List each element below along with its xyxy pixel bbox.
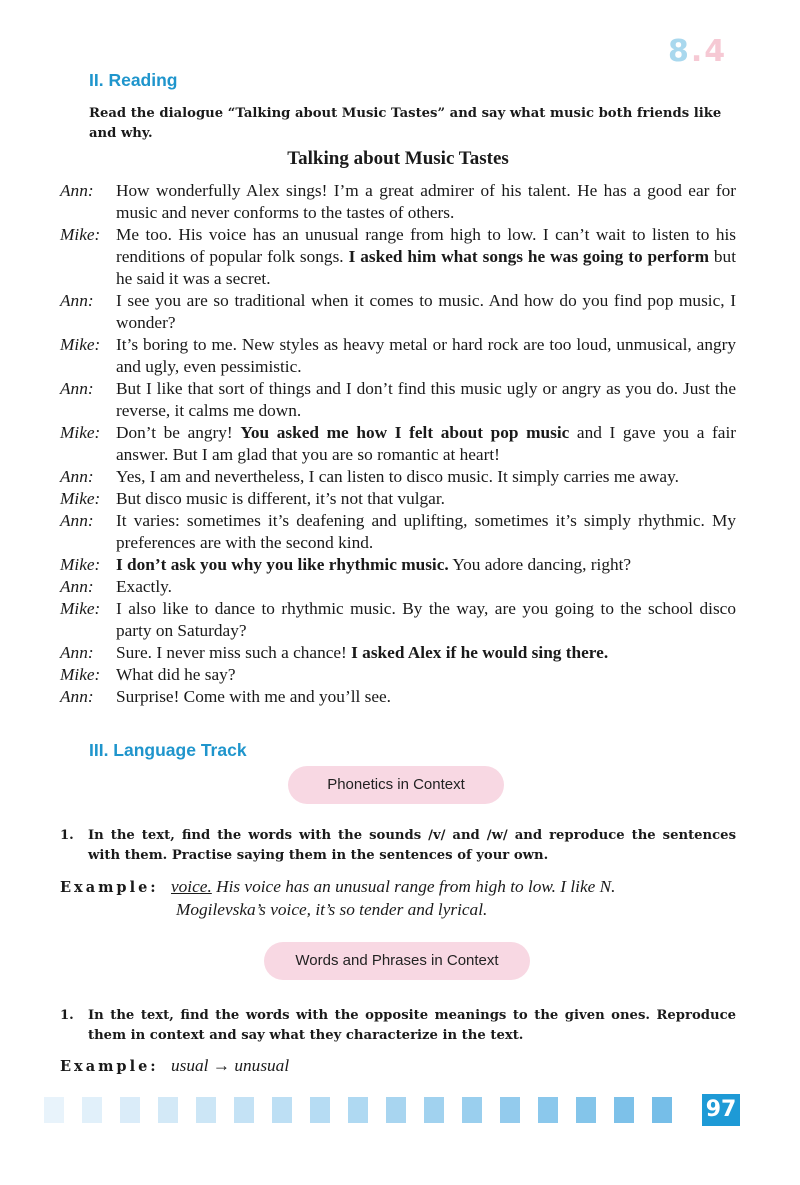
example-to: unusual	[234, 1056, 290, 1075]
utterance	[116, 290, 736, 334]
unit-number: 8.4	[668, 34, 728, 69]
decorative-square	[272, 1097, 292, 1123]
utterance	[116, 598, 736, 642]
utterance-text: But I like that sort of things and I don’t find this music ugly or angry as you do. Just the reverse, it calms me down.	[116, 379, 736, 420]
decorative-square	[462, 1097, 482, 1123]
utterance	[116, 554, 736, 576]
utterance-text: What did he say?	[116, 665, 236, 684]
decorative-square	[44, 1097, 64, 1123]
decorative-square	[348, 1097, 368, 1123]
dialogue-line	[60, 576, 736, 598]
utterance-text: It varies: sometimes it’s deafening and uplifting, sometimes it’s simply rhythmic. My preferences are with the second kind.	[116, 511, 736, 552]
utterance	[116, 334, 736, 378]
language-track-heading: III. Language Track	[89, 740, 247, 760]
speaker-name: Mike:	[60, 335, 101, 354]
decorative-strip	[44, 1097, 690, 1123]
speaker-name: Mike:	[60, 423, 101, 442]
utterance-text: But disco music is different, it’s not that vulgar.	[116, 489, 445, 508]
dialogue-line	[60, 422, 736, 466]
words-and-phrases-badge: Words and Phrases in Context	[264, 942, 530, 980]
dialogue-line	[60, 378, 736, 422]
utterance-text: I also like to dance to rhythmic music. By the way, are you going to the school disco party on Saturday?	[116, 599, 736, 640]
dialogue	[60, 180, 736, 708]
example-line-1: His voice has an unusual range from high to low. I like N.	[216, 877, 616, 896]
dialogue-line	[60, 334, 736, 378]
utterance-text: Exactly.	[116, 577, 172, 596]
example-word: voice.	[171, 877, 212, 896]
speaker-name: Mike:	[60, 489, 101, 508]
utterance	[116, 224, 736, 290]
dialogue-line	[60, 686, 736, 708]
phonetics-task	[60, 826, 736, 866]
example-line-2: Mogilevska’s voice, it’s so tender and lyrical.	[176, 900, 488, 919]
arrow-icon: →	[212, 1056, 231, 1075]
utterance	[116, 488, 736, 510]
utterance-text: How wonderfully Alex sings! I’m a great admirer of his talent. He has a good ear for music and never conforms to the tastes of others.	[116, 181, 736, 222]
decorative-square	[538, 1097, 558, 1123]
decorative-square	[614, 1097, 634, 1123]
speaker-name: Mike:	[60, 555, 101, 574]
dialogue-line	[60, 510, 736, 554]
speaker-name: Ann:	[60, 643, 94, 662]
utterance-text: and I gave you a fair answer. But I am glad that you are so romantic at heart!	[116, 423, 736, 464]
dialogue-line	[60, 224, 736, 290]
task-text: In the text, find the words with the opposite meanings to the given ones. Reproduce them in context and say what they characterize in the text.	[88, 1008, 736, 1043]
decorative-square	[576, 1097, 596, 1123]
reported-question: I don’t ask you why you like rhythmic music.	[116, 555, 449, 574]
dialogue-line	[60, 180, 736, 224]
speaker-name: Mike:	[60, 225, 101, 244]
speaker-name: Ann:	[60, 511, 94, 530]
utterance	[116, 180, 736, 224]
utterance	[116, 510, 736, 554]
dialogue-line	[60, 290, 736, 334]
utterance-text: Surprise! Come with me and you’ll see.	[116, 687, 392, 706]
utterance-text: It’s boring to me. New styles as heavy metal or hard rock are too loud, unmusical, angry and ugly, even pessimistic.	[116, 335, 736, 376]
decorative-square	[310, 1097, 330, 1123]
phonetics-in-context-badge: Phonetics in Context	[288, 766, 504, 804]
decorative-square	[652, 1097, 672, 1123]
utterance	[116, 576, 736, 598]
speaker-name: Mike:	[60, 599, 101, 618]
utterance	[116, 378, 736, 422]
decorative-square	[234, 1097, 254, 1123]
reported-question: You asked me how I felt about pop music	[240, 423, 570, 442]
speaker-name: Ann:	[60, 181, 94, 200]
decorative-square	[500, 1097, 520, 1123]
reported-question: I asked Alex if he would sing there.	[351, 643, 609, 662]
task-number: 1.	[60, 1008, 74, 1023]
speaker-name: Ann:	[60, 687, 94, 706]
utterance	[116, 422, 736, 466]
dialogue-title: Talking about Music Tastes	[287, 148, 509, 169]
dialogue-line	[60, 598, 736, 642]
utterance-text: You adore dancing, right?	[448, 555, 632, 574]
speaker-name: Ann:	[60, 467, 94, 486]
decorative-square	[424, 1097, 444, 1123]
dialogue-line	[60, 664, 736, 686]
utterance-text: Sure. I never miss such a chance!	[116, 643, 352, 662]
dialogue-line	[60, 488, 736, 510]
reading-heading: II. Reading	[89, 70, 178, 90]
utterance-text: I see you are so traditional when it comes to music. And how do you find pop music, I wonder?	[116, 291, 736, 332]
speaker-name: Ann:	[60, 577, 94, 596]
utterance-text: Me too. His voice has an unusual range from high to low. I can’t wait to listen to his renditions of popular folk songs.	[116, 225, 736, 266]
words-example	[60, 1055, 736, 1078]
speaker-name: Ann:	[60, 379, 94, 398]
dialogue-line	[60, 554, 736, 576]
dialogue-line	[60, 466, 736, 488]
decorative-square	[82, 1097, 102, 1123]
utterance	[116, 466, 736, 488]
dialogue-line	[60, 642, 736, 664]
utterance-text: Yes, I am and nevertheless, I can listen to disco music. It simply carries me away.	[116, 467, 679, 486]
reported-question: I asked him what songs he was going to perform	[348, 247, 709, 266]
speaker-name: Ann:	[60, 291, 94, 310]
decorative-square	[196, 1097, 216, 1123]
example-from: usual	[171, 1056, 209, 1075]
utterance	[116, 664, 736, 686]
speaker-name: Mike:	[60, 665, 101, 684]
task-text: In the text, find the words with the sounds /v/ and /w/ and reproduce the sentences with them. Practise saying them in the sentences of your own.	[88, 828, 736, 863]
example-label: Example:	[60, 1058, 159, 1075]
decorative-square	[158, 1097, 178, 1123]
phonetics-example	[60, 876, 736, 921]
decorative-square	[386, 1097, 406, 1123]
page-number: 97	[702, 1094, 740, 1126]
utterance	[116, 642, 736, 664]
task-number: 1.	[60, 828, 74, 843]
utterance-text: Don’t be angry!	[116, 423, 241, 442]
example-label: Example:	[60, 879, 159, 896]
utterance	[116, 686, 736, 708]
utterance-text: but he said it was a secret.	[116, 247, 736, 288]
reading-task: Read the dialogue “Talking about Music Tastes” and say what music both friends like and why.	[89, 106, 722, 141]
decorative-square	[120, 1097, 140, 1123]
words-task	[60, 1006, 736, 1046]
